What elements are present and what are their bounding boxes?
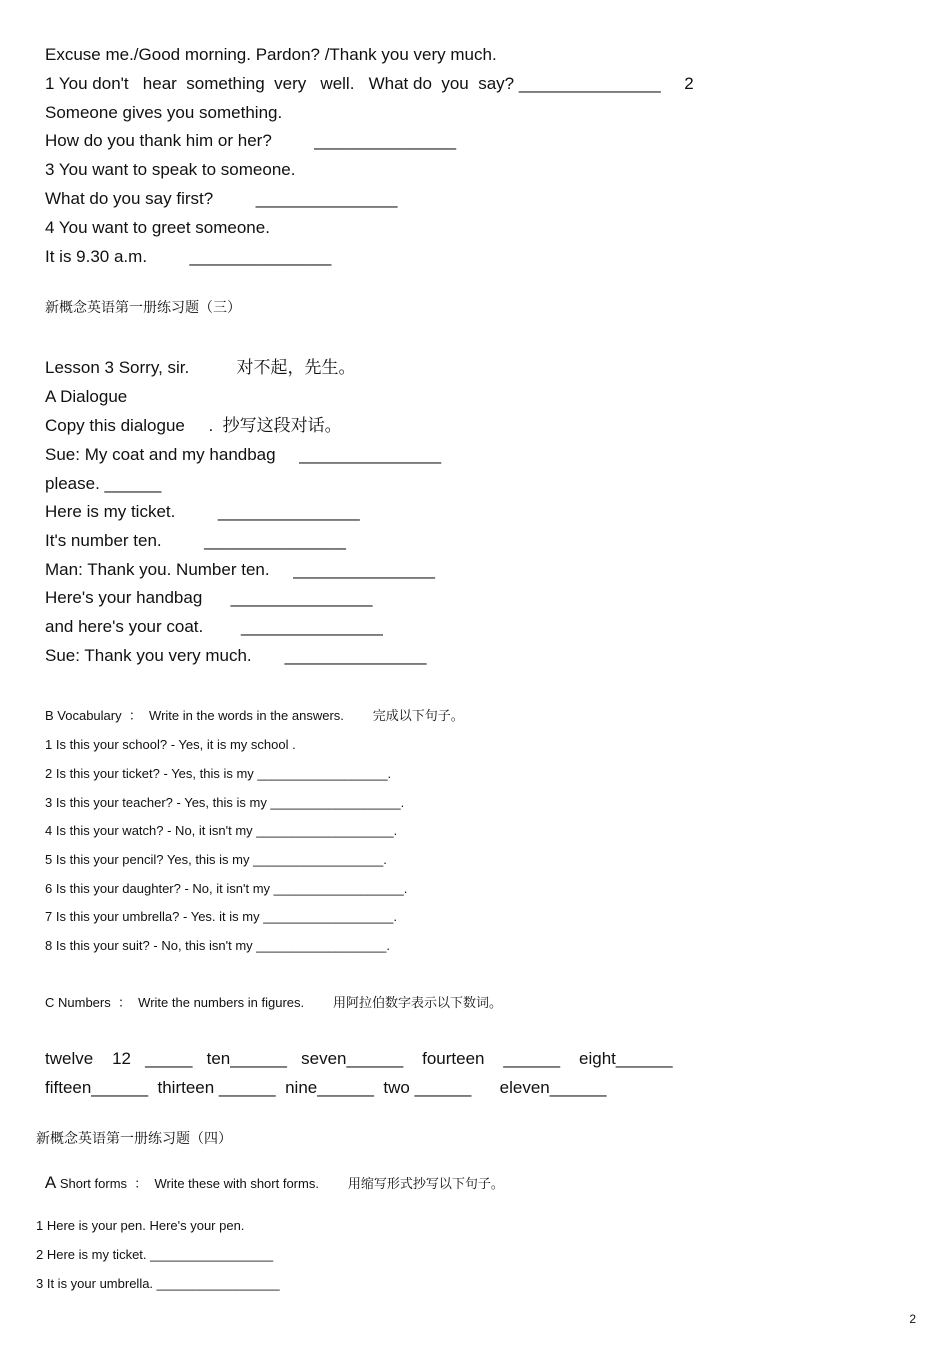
numbers-heading: C Numbers ： Write the numbers in figures. 用阿拉伯数字表示以下数词。 xyxy=(45,995,503,1010)
vocab-item: 5 Is this your pencil? Yes, this is my __________________. xyxy=(45,852,387,867)
ex2-question-4a: 4 You want to greet someone. xyxy=(45,218,270,237)
part-a-letter: A xyxy=(44,1173,57,1192)
dialogue-line: Here is my ticket. _______________ xyxy=(45,502,360,521)
vocabulary-heading: B Vocabulary ： Write in the words in the answers. 完成以下句子。 xyxy=(45,708,464,723)
ex2-question-3b: What do you say first? _______________ xyxy=(45,189,398,208)
dialogue-line: please. ______ xyxy=(45,474,162,493)
dialogue-line: Sue: My coat and my handbag _______________ xyxy=(45,445,442,464)
vocab-item: 8 Is this your suit? - No, this isn't my __________________. xyxy=(45,938,391,953)
section-4-heading: 新概念英语第一册练习题（四） xyxy=(36,1131,232,1147)
vocab-item: 3 Is this your teacher? - Yes, this is my __________________. xyxy=(45,795,405,810)
ex2-question-3a: 3 You want to speak to someone. xyxy=(45,160,296,179)
short-forms-instruction: Short forms ： Write these with short forms. 用缩写形式抄写以下句子。 xyxy=(56,1176,504,1191)
copy-instruction: Copy this dialogue . 抄写这段对话。 xyxy=(45,416,342,435)
short-form-item: 2 Here is my ticket. _________________ xyxy=(36,1247,274,1262)
ex2-instruction: Excuse me./Good morning. Pardon? /Thank you very much. xyxy=(45,45,497,64)
section-3-heading: 新概念英语第一册练习题（三） xyxy=(45,300,241,316)
dialogue-line: Here's your handbag _______________ xyxy=(45,588,373,607)
vocab-item: 1 Is this your school? - Yes, it is my school . xyxy=(45,737,296,752)
vocab-item: 6 Is this your daughter? - No, it isn't my __________________. xyxy=(45,881,408,896)
dialogue-line: Man: Thank you. Number ten. _______________ xyxy=(45,560,436,579)
vocab-item: 2 Is this your ticket? - Yes, this is my __________________. xyxy=(45,766,392,781)
short-forms-heading xyxy=(36,1158,504,1192)
page-number: 2 xyxy=(909,1312,916,1326)
lesson-3-title: Lesson 3 Sorry, sir. 对不起，先生。 xyxy=(45,358,356,377)
ex2-question-2b: How do you thank him or her? _______________ xyxy=(45,131,457,150)
vocab-item: 4 Is this your watch? - No, it isn't my ___________________. xyxy=(45,823,398,838)
dialogue-line: and here's your coat. _______________ xyxy=(45,617,383,636)
part-a-dialogue-label: A Dialogue xyxy=(45,387,128,406)
short-form-item: 1 Here is your pen. Here's your pen. xyxy=(36,1218,245,1233)
dialogue-line: Sue: Thank you very much. _______________ xyxy=(45,646,427,665)
ex2-question-4b: It is 9.30 a.m. _______________ xyxy=(45,247,332,266)
numbers-row-2: fifteen______ thirteen ______ nine______ two ______ eleven______ xyxy=(45,1078,607,1097)
numbers-row-1: twelve 12 _____ ten______ seven______ fourteen ______ eight______ xyxy=(45,1049,673,1068)
ex2-question-2a: Someone gives you something. xyxy=(45,103,283,122)
dialogue-line: It's number ten. _______________ xyxy=(45,531,346,550)
ex2-question-1: 1 You don't hear something very well. What do you say? _______________ 2 xyxy=(45,74,694,93)
short-form-item: 3 It is your umbrella. _________________ xyxy=(36,1276,280,1291)
vocab-item: 7 Is this your umbrella? - Yes. it is my __________________. xyxy=(45,909,397,924)
